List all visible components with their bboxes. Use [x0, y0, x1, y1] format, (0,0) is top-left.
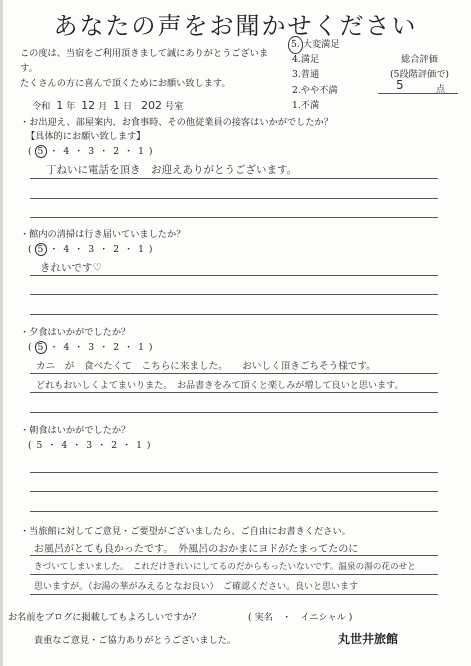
scale-level-5: 5. 大変満足	[292, 36, 340, 52]
answer-line	[30, 217, 438, 218]
scale-level-1: 1.不満	[292, 100, 320, 111]
rating-dinner: ( 5 ・ 4 ・ 3 ・ 2 ・ 1 )	[28, 342, 154, 353]
answer-line	[30, 594, 438, 595]
answer-line	[30, 178, 438, 179]
intro-line: この度は、当宿をご利用頂きまして誠にありがとうございます。	[20, 48, 269, 74]
page-title: あなたの声をお聞かせください	[53, 12, 418, 40]
intro-text	[20, 46, 285, 91]
handwritten-answer: 丁ねいに電話を頂き お迎えありがとうございます。	[46, 164, 298, 176]
answer-line	[30, 555, 438, 556]
scale-level-4: 4.満足	[292, 53, 320, 65]
question-service-sub: 【具体的にお願い致します】	[26, 131, 146, 142]
overall-rating	[372, 52, 467, 82]
handwritten-answer: 思いますが。（お湯の華がみえるとなお良い） ご確認ください。良いと思います	[34, 582, 359, 592]
question-cleaning: ・館内の清掃は行き届いていましたか？	[20, 229, 186, 240]
rating-service: ( 5 ・ 4 ・ 3 ・ 2 ・ 1 )	[28, 146, 154, 157]
intro-line: たくさんの方に喜んで頂くためにお願い致します。	[20, 78, 231, 89]
answer-line	[30, 275, 438, 276]
question-dinner: ・夕食はいかがでしたか？	[20, 327, 131, 338]
inn-name: 丸世井旅館	[338, 632, 399, 646]
thanks-message: 貴重なご意見・ご協力ありがとうございました。	[34, 635, 237, 646]
handwritten-answer: お風呂がとても良かったです。 外風呂のおかまにヨドがたまってたのに	[34, 544, 359, 555]
overall-value: 5	[396, 78, 404, 92]
rating-scale-legend	[292, 36, 340, 114]
blog-options: ( 実名 ・ イニシャル )	[248, 612, 353, 623]
answer-line	[30, 373, 438, 374]
handwritten-answer: どれもおいしくよてまいりまた。 お品書きをみて頂くと楽しみが増して良いと思います。	[36, 381, 404, 391]
answer-line	[30, 412, 438, 413]
question-breakfast: ・朝食はいかがでしたか？	[20, 425, 131, 436]
question-service: ・お出迎え、部屋案内、お食事時、その他従業員の接客はいかがでしたか？	[20, 117, 333, 128]
answer-line	[30, 574, 438, 575]
date-room-line: 令和 1 年 12 月 1 日 202 号室	[32, 99, 184, 112]
handwritten-answer: きれいです♡	[40, 262, 102, 274]
scale-level-3: 3.普通	[292, 69, 320, 80]
answer-line	[30, 472, 438, 473]
answer-line	[30, 294, 438, 295]
overall-sub: (5段階評価で)	[390, 69, 449, 80]
handwritten-answer: きづいてしまいました。 これだけきれいにしてるのだからもったいないです。温泉の湯の花のせと	[34, 562, 416, 572]
blog-question: お名前をブログに掲載してもよろしいですか？	[8, 612, 201, 623]
answer-line	[30, 511, 438, 512]
rating-breakfast: ( 5 ・ 4 ・ 3 ・ 2 ・ 1 )	[28, 440, 152, 451]
answer-line	[30, 198, 438, 199]
overall-underline	[378, 93, 458, 94]
scan-edge	[0, 0, 3, 666]
scale-level-2: 2.やや不満	[292, 84, 338, 96]
scale-circle-mark: 5.	[288, 36, 303, 54]
answer-line	[30, 491, 438, 492]
answer-line	[30, 314, 438, 315]
rating-selected: 5	[35, 145, 48, 158]
answer-line	[30, 392, 438, 393]
overall-label: 総合評価	[401, 54, 438, 65]
handwritten-answer: カニ が 食べたくて こちらに来ました。 おいしく頂きごちそう様です。	[36, 361, 376, 372]
rating-cleaning: ( 5 ・ 4 ・ 3 ・ 2 ・ 1 )	[28, 244, 154, 255]
overall-unit: 点	[436, 85, 446, 95]
rating-selected: 5	[35, 243, 48, 256]
rating-selected: 5	[35, 341, 48, 354]
question-feedback: ・当旅館に対してご意見・ご要望がございましたら、ご自由にお書きください。	[20, 526, 351, 537]
